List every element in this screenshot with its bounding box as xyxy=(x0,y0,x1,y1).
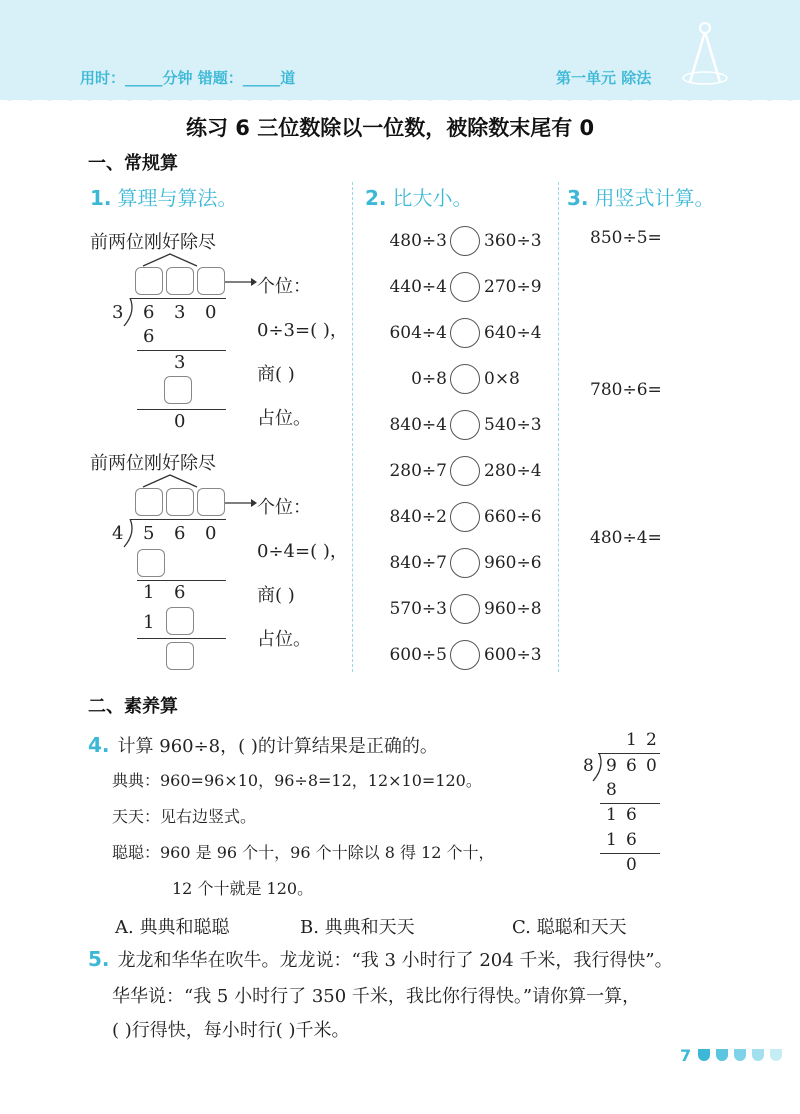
q1a-explain-1: 0÷3=( )， xyxy=(257,320,348,341)
q4-tian: 天天：见右边竖式。 xyxy=(112,807,257,826)
compare-left: 840÷2 xyxy=(389,507,447,527)
q1a-step-2: 3 xyxy=(174,352,186,373)
q1a-line-2 xyxy=(137,409,226,410)
q1b-step-2a: 1 xyxy=(143,582,155,603)
vd-step-2b: 6 xyxy=(626,805,637,825)
compare-left: 840÷4 xyxy=(389,415,447,435)
vd-step-3b: 6 xyxy=(626,830,637,850)
q5-line-1: 龙龙和华华在吹牛。龙龙说：“我 3 小时行了 204 千米，我行得快”。 xyxy=(117,950,673,971)
compass-icon xyxy=(680,20,730,90)
q2-heading xyxy=(365,182,473,211)
compare-circle[interactable] xyxy=(450,640,480,670)
page-number: 7 xyxy=(680,1046,692,1065)
compare-left: 280÷7 xyxy=(389,461,447,481)
vd-quotient-2: 2 xyxy=(646,730,657,750)
q4-stem: 计算 960÷8，( )的计算结果是正确的。 xyxy=(117,736,438,757)
q1b-division-bracket xyxy=(122,519,134,549)
compare-right: 280÷4 xyxy=(484,461,542,481)
compare-left: 480÷3 xyxy=(389,231,447,251)
vd-divisor: 8 xyxy=(583,756,594,776)
column-divider-1 xyxy=(352,182,353,672)
vd-line-2 xyxy=(600,853,660,854)
q1b-explain-2: 商( ) xyxy=(257,585,295,606)
q1a-division-bar xyxy=(130,298,226,299)
q1b-arrow-icon xyxy=(225,497,257,509)
q1b-step1-box[interactable] xyxy=(137,549,165,577)
compare-circle[interactable] xyxy=(450,594,480,624)
compare-left: 840÷7 xyxy=(389,553,447,573)
compare-left: 440÷4 xyxy=(389,277,447,297)
vd-division-bar xyxy=(598,753,660,754)
q1b-explain-1: 0÷4=( )， xyxy=(257,541,348,562)
compare-right: 640÷4 xyxy=(484,323,542,343)
compare-right: 0×8 xyxy=(484,369,520,389)
vd-step-1: 8 xyxy=(606,780,617,800)
q4-number: 4. xyxy=(88,733,110,757)
vd-dividend-1: 9 xyxy=(606,756,617,776)
compare-circle[interactable] xyxy=(450,456,480,486)
vd-step-3a: 1 xyxy=(606,830,617,850)
q1b-step-3: 1 xyxy=(143,612,155,633)
q1b-quotient-box-3[interactable] xyxy=(197,488,225,516)
time-and-errors-field: 用时：_____分钟 错题：_____道 xyxy=(80,69,296,87)
q1a-dividend-2: 3 xyxy=(174,302,186,323)
q5-line-1-row xyxy=(88,946,673,972)
q3-number: 3. xyxy=(567,186,589,210)
q5-line-3: ( )行得快，每小时行( )千米。 xyxy=(112,1020,350,1041)
section-heading-2: 二、素养算 xyxy=(88,696,178,717)
q3-item-2: 780÷6= xyxy=(590,380,662,400)
q1b-quotient-box-2[interactable] xyxy=(166,488,194,516)
q1a-arrow-icon xyxy=(225,276,257,288)
vd-dividend-2: 6 xyxy=(626,756,637,776)
section-heading-1: 一、常规算 xyxy=(88,153,178,174)
unit-label: 第一单元 除法 xyxy=(556,69,652,87)
q1a-quotient-box-1[interactable] xyxy=(135,267,163,295)
vd-step-4: 0 xyxy=(626,855,637,875)
q1b-line-1 xyxy=(137,580,226,581)
q1b-answer-box-2[interactable] xyxy=(166,642,194,670)
q1b-step-2b: 6 xyxy=(174,582,186,603)
q1a-dividend-1: 6 xyxy=(143,302,155,323)
q4-option-a[interactable]: A. 典典和聪聪 xyxy=(115,917,230,938)
compare-right: 660÷6 xyxy=(484,507,542,527)
q1b-caption: 前两位刚好除尽 xyxy=(90,453,216,474)
q1b-line-2 xyxy=(137,638,226,639)
q4-stem-row xyxy=(88,732,438,758)
compare-circle[interactable] xyxy=(450,502,480,532)
compare-circle[interactable] xyxy=(450,548,480,578)
q1a-divisor: 3 xyxy=(112,302,124,323)
compare-right: 540÷3 xyxy=(484,415,542,435)
vd-quotient-1: 1 xyxy=(626,730,637,750)
q1a-step-3: 0 xyxy=(174,411,186,432)
compare-right: 960÷6 xyxy=(484,553,542,573)
compare-left: 0÷8 xyxy=(411,369,447,389)
compare-circle[interactable] xyxy=(450,226,480,256)
compare-circle[interactable] xyxy=(450,272,480,302)
q1-title: 算理与算法。 xyxy=(117,186,238,210)
q1a-arrow-label: 个位： xyxy=(257,276,311,297)
q1a-explain-3: 占位。 xyxy=(257,408,311,429)
column-divider-2 xyxy=(558,182,559,672)
compare-left: 600÷5 xyxy=(389,645,447,665)
vd-step-2a: 1 xyxy=(606,805,617,825)
q4-cong-2: 12 个十就是 120。 xyxy=(172,879,314,898)
q1b-dividend-1: 5 xyxy=(143,523,155,544)
q3-heading xyxy=(567,182,715,211)
q1a-dividend-3: 0 xyxy=(205,302,217,323)
q3-item-1: 850÷5= xyxy=(590,228,662,248)
q1a-answer-box[interactable] xyxy=(164,376,192,404)
q5-line-2: 华华说：“我 5 小时行了 350 千米，我比你行得快。”请你算一算， xyxy=(112,986,641,1007)
page-title: 练习 6 三位数除以一位数，被除数末尾有 0 xyxy=(186,116,595,140)
compare-right: 600÷3 xyxy=(484,645,542,665)
compare-circle[interactable] xyxy=(450,318,480,348)
vd-line-1 xyxy=(600,803,660,804)
q1a-quotient-box-3[interactable] xyxy=(197,267,225,295)
compare-right: 360÷3 xyxy=(484,231,542,251)
decor-dot xyxy=(734,1049,746,1061)
q1b-answer-box-1[interactable] xyxy=(166,607,194,635)
q1b-divisor: 4 xyxy=(112,523,124,544)
decor-dot xyxy=(698,1049,710,1061)
q4-option-b[interactable]: B. 典典和天天 xyxy=(300,917,415,938)
q1a-division-bracket xyxy=(122,298,134,328)
q1b-brace xyxy=(140,473,200,489)
q4-option-c[interactable]: C. 聪聪和天天 xyxy=(512,917,627,938)
q1b-division-bar xyxy=(130,519,226,520)
q1a-line-1 xyxy=(137,350,226,351)
q2-number: 2. xyxy=(365,186,387,210)
compare-right: 270÷9 xyxy=(484,277,542,297)
q1a-step-1: 6 xyxy=(143,326,155,347)
q1b-arrow-label: 个位： xyxy=(257,497,311,518)
q1a-brace xyxy=(140,252,200,268)
decor-dot xyxy=(752,1049,764,1061)
compare-left: 570÷3 xyxy=(389,599,447,619)
decor-dot xyxy=(770,1049,782,1061)
q5-number: 5. xyxy=(88,947,110,971)
q1-heading xyxy=(90,182,238,211)
q4-cong-1: 聪聪：960 是 96 个十，96 个十除以 8 得 12 个十， xyxy=(112,843,495,862)
q1a-explain-2: 商( ) xyxy=(257,364,295,385)
compare-left: 604÷4 xyxy=(389,323,447,343)
q1a-caption: 前两位刚好除尽 xyxy=(90,232,216,253)
q4-dian: 典典：960=96×10，96÷8=12，12×10=120。 xyxy=(112,771,482,790)
q3-title: 用竖式计算。 xyxy=(594,186,715,210)
q3-item-3: 480÷4= xyxy=(590,528,662,548)
q1-number: 1. xyxy=(90,186,112,210)
q2-title: 比大小。 xyxy=(392,186,473,210)
compare-right: 960÷8 xyxy=(484,599,542,619)
q1a-quotient-box-2[interactable] xyxy=(166,267,194,295)
q1b-explain-3: 占位。 xyxy=(257,629,311,650)
q1b-dividend-2: 6 xyxy=(174,523,186,544)
compare-circle[interactable] xyxy=(450,410,480,440)
decor-dot xyxy=(716,1049,728,1061)
q1b-quotient-box-1[interactable] xyxy=(135,488,163,516)
q1b-dividend-3: 0 xyxy=(205,523,217,544)
vd-dividend-3: 0 xyxy=(646,756,657,776)
compare-circle[interactable] xyxy=(450,364,480,394)
